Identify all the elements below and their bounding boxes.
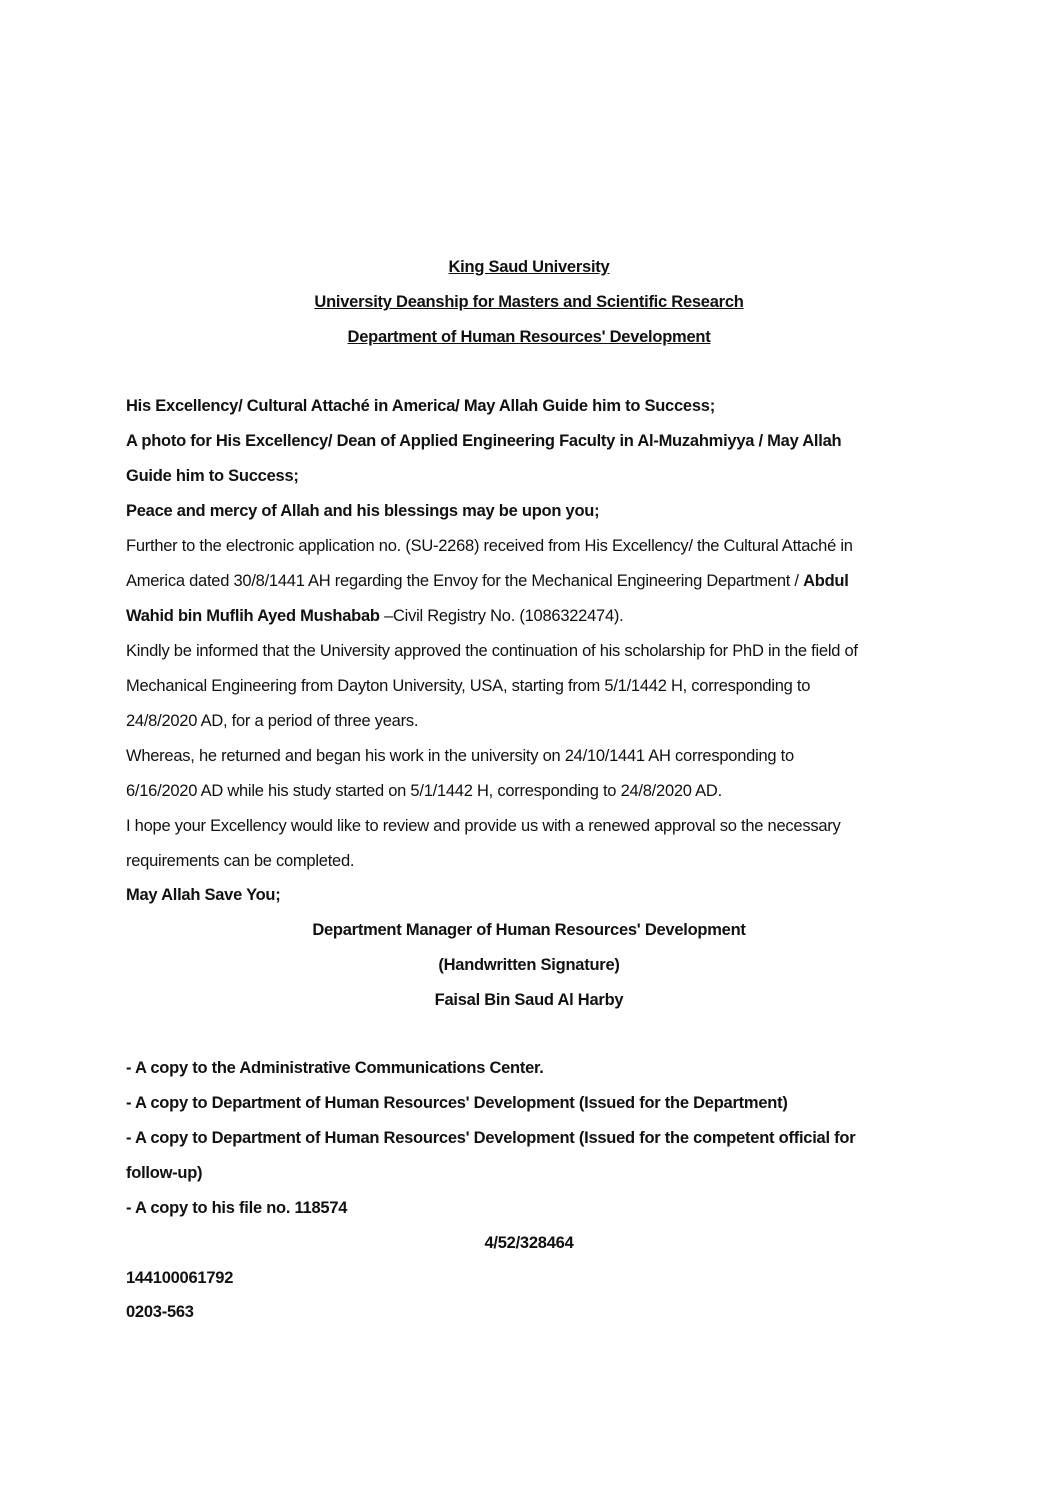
salutation-line-2: A photo for His Excellency/ Dean of Applied Engineering Faculty in Al-Muzahmiyya / May Allah [126,432,842,450]
copy-line: - A copy to Department of Human Resources' Development (Issued for the Department) [126,1094,788,1112]
body-line [126,599,938,634]
copy-line: - A copy to his file no. 118574 [126,1199,348,1217]
body-line: 24/8/2020 AD, for a period of three years. [126,712,419,730]
header-deanship: University Deanship for Masters and Scientific Research [314,293,744,311]
salutation-line-1: His Excellency/ Cultural Attaché in America/ May Allah Guide him to Success; [126,397,715,415]
body-line [126,564,938,599]
body-line: Whereas, he returned and began his work in the university on 24/10/1441 AH corresponding to [126,747,794,765]
signature-note: (Handwritten Signature) [438,956,620,974]
envoy-name-part-2: Wahid bin Muflih Ayed Mushabab [126,607,380,625]
copy-line: - A copy to the Administrative Communications Center. [126,1059,544,1077]
signature-name: Faisal Bin Saud Al Harby [434,991,624,1009]
reference-number: 4/52/328464 [484,1234,574,1252]
body-line: 6/16/2020 AD while his study started on 5/1/1442 H, corresponding to 24/8/2020 AD. [126,782,722,800]
body-text: America dated 30/8/1441 AH regarding the Envoy for the Mechanical Engineering Department / [126,572,804,590]
copy-line: follow-up) [126,1164,203,1182]
reference-code-2: 0203-563 [126,1303,194,1321]
body-line: Kindly be informed that the University approved the continuation of his scholarship for PhD in the field of [126,642,858,660]
envoy-name-part-1: Abdul [803,572,849,590]
header-department: Department of Human Resources' Development [347,328,711,346]
header-university: King Saud University [448,258,610,276]
greeting: Peace and mercy of Allah and his blessings may be upon you; [126,502,600,520]
body-line: I hope your Excellency would like to review and provide us with a renewed approval so the necessary [126,817,841,835]
copy-line: - A copy to Department of Human Resources' Development (Issued for the competent official for [126,1129,856,1147]
body-line: Mechanical Engineering from Dayton University, USA, starting from 5/1/1442 H, corresponding to [126,677,811,695]
body-text: –Civil Registry No. (1086322474). [379,607,624,625]
salutation-line-3: Guide him to Success; [126,467,299,485]
body-line: Further to the electronic application no. (SU-2268) received from His Excellency/ the Cultural Attaché in [126,537,853,555]
signature-title: Department Manager of Human Resources' Development [312,921,746,939]
reference-code-1: 144100061792 [126,1269,234,1287]
body-line: requirements can be completed. [126,852,355,870]
closing: May Allah Save You; [126,886,281,904]
